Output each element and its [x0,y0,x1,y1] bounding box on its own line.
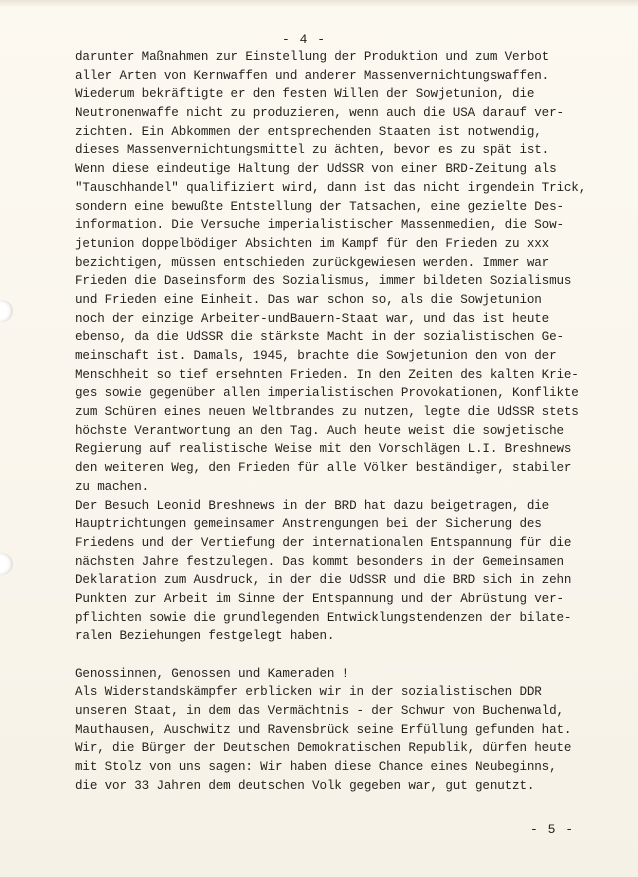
text-line: die vor 33 Jahren dem deutschen Volk gegeben war, gut genutzt. [75,778,535,793]
text-line: Wenn diese eindeutige Haltung der UdSSR von einer BRD-Zeitung als [75,162,557,177]
text-line: Menschheit so tief ersehnten Frieden. In den Zeiten des kalten Krie- [75,367,579,382]
body-text [75,48,600,796]
salutation: Genossinnen, Genossen und Kameraden ! [75,666,350,681]
text-line: Deklaration zum Ausdruck, in der die UdSSR und die BRD sich in zehn [75,573,572,588]
paragraph-3 [75,683,600,795]
text-line: nächsten Jahre festzulegen. Das kommt besonders in der Gemeinsamen [75,554,564,569]
text-line: Mauthausen, Auschwitz und Ravensbrück seine Erfüllung gefunden hat. [75,722,572,737]
text-line: dieses Massenvernichtungsmittel zu ächten, bevor es zu spät ist. [75,143,550,158]
paragraph-gap [75,646,600,665]
paper-top-edge [0,0,638,7]
text-line: Punkten zur Arbeit im Sinne der Entspannung und der Abrüstung ver- [75,591,564,606]
text-line: bezichtigen, müssen entschieden zurückgewiesen werden. Immer war [75,255,550,270]
text-line: Friedens und der Vertiefung der internationalen Entspannung für die [75,535,572,550]
text-line: höchste Verantwortung an den Tag. Auch heute weist die sowjetische [75,423,564,438]
paragraph-2 [75,497,600,647]
text-line: pflichten sowie die grundlegenden Entwicklungstendenzen der bilate- [75,610,572,625]
punch-hole-lower [0,553,13,575]
text-line: Frieden die Daseinsform des Sozialismus, immer bildeten Sozialismus [75,274,572,289]
punch-hole-upper [0,300,13,322]
text-line: information. Die Versuche imperialistischer Massenmedien, die Sow- [75,218,564,233]
text-line: den weiteren Weg, den Frieden für alle Völker beständiger, stabiler [75,461,572,476]
text-line: aller Arten von Kernwaffen und anderer Massenvernichtungswaffen. [75,68,550,83]
text-line: Neutronenwaffe nicht zu produzieren, wenn auch die USA darauf ver- [75,106,564,121]
text-line: darunter Maßnahmen zur Einstellung der Produktion und zum Verbot [75,50,550,64]
text-line: Der Besuch Leonid Breshnews in der BRD hat dazu beigetragen, die [75,498,550,513]
text-line: zum Schüren eines neuen Weltbrandes zu nutzen, legte die UdSSR stets [75,405,579,420]
text-line: meinschaft ist. Damals, 1945, brachte die Sowjetunion den von der [75,349,557,363]
text-line: Wiederum bekräftigte er den festen Willen der Sowjetunion, die [75,87,535,102]
text-line: ebenso, da die UdSSR die stärkste Macht in der sozialistischen Ge- [75,330,564,345]
text-line: Als Widerstandskämpfer erblicken wir in der sozialistischen DDR [75,685,542,700]
text-line: noch der einzige Arbeiter-undBauern-Staat war, und das ist heute [75,311,550,326]
paragraph-1 [75,48,600,497]
text-line: sondern eine bewußte Entstellung der Tatsachen, eine gezielte Des- [75,199,564,214]
text-line: jetunion doppelbödiger Absichten im Kampf für den Frieden zu xxx [75,236,550,251]
text-line: Regierung auf realistische Weise mit den Vorschlägen L.I. Breshnews [75,442,572,457]
text-line: Wir, die Bürger der Deutschen Demokratischen Republik, dürfen heute [75,741,572,756]
text-line: Hauptrichtungen gemeinsamer Anstrengungen bei der Sicherung des [75,517,542,532]
text-line: unseren Staat, in dem das Vermächtnis - der Schwur von Buchenwald, [75,704,564,719]
text-line: mit Stolz von uns sagen: Wir haben diese Chance eines Neubeginns, [75,760,557,775]
page-number-bottom: - 5 - [530,822,575,837]
text-line: und Frieden eine Einheit. Das war schon so, als die Sowjetunion [75,292,542,307]
text-line: ralen Beziehungen festgelegt haben. [75,629,335,644]
text-line: "Tauschhandel" qualifiziert wird, dann ist das nicht irgendein Trick, [75,180,587,195]
text-line: zu machen. [75,479,150,494]
text-line: zichten. Ein Abkommen der entsprechenden Staaten ist notwendig, [75,124,542,139]
text-line: ges sowie gegenüber allen imperialistischen Provokationen, Konflikte [75,386,579,401]
page-number-top: - 4 - [282,32,327,47]
